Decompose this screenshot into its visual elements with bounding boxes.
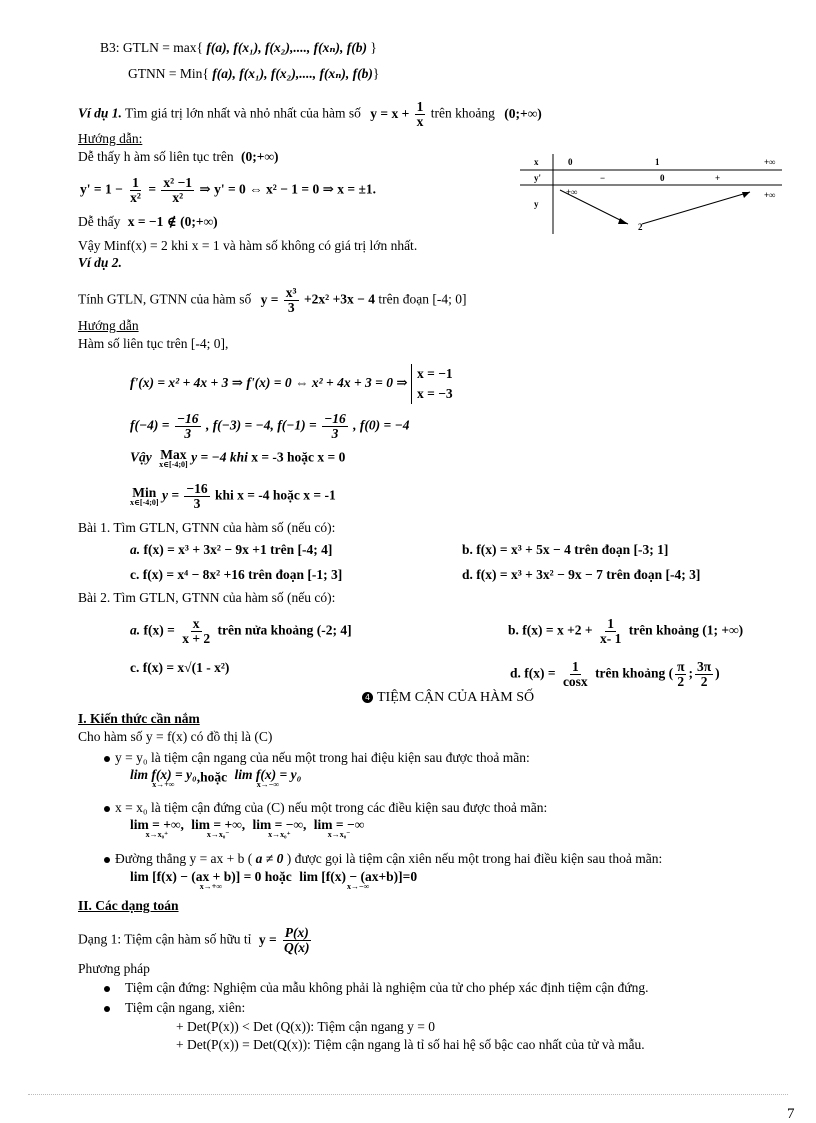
bai1-title: Bài 1. Tìm GTLN, GTNN của hàm số (nếu có): [78, 520, 336, 535]
vd2-derivative: f'(x) = x² + 4x + 3 ⇒ f'(x) = 0 ⇔ x² + 4x + 3 = 0 ⇒ x = −1 x = −3 [130, 364, 453, 404]
bullet-icon [104, 857, 110, 863]
part2-m2: Tiệm cận ngang, xiên: [104, 1000, 245, 1016]
vt-x-inf: +∞ [764, 157, 776, 167]
vd2-statement: Tính GTLN, GTNN của hàm số y = $\frac{\text{x³}}{3}$ +2x² +3x − 4 trên đoạn [-4; 0] [78, 285, 467, 315]
part2-dang1: Dạng 1: Tiệm cận hàm số hữu tỉ y = $\frac{P(x)}{Q(x)}$ [78, 925, 310, 955]
vt-sign-plus: + [715, 173, 721, 183]
variation-table [520, 154, 782, 234]
vt-y-left: +∞ [566, 187, 578, 197]
bai2-d: d. f(x) = $\frac{1}{\cos x}$ trên khoảng ( $\frac{\pi}{2}$ ; $\frac{3\pi}{2}$ ) [510, 659, 720, 689]
vd2-min: Min x∈[-4;0] y = $\frac{-16}{3}$ khi x = -4 hoặc x = -1 [130, 481, 336, 511]
vd1-statement: Ví dụ 1. Tìm giá trị lớn nhất và nhỏ nhất của hàm số y = x + $\frac{1}{x}$ trên khoảng (0;+∞) [78, 99, 542, 129]
part1-intro: Cho hàm số y = f(x) có đồ thị là (C) [78, 729, 273, 744]
vt-x-label: x [534, 157, 539, 167]
bai2-a: a. f(x) = $\frac{x}{x + 2}$ trên nửa khoảng (-2; 4] [130, 616, 352, 646]
bullet-icon [104, 756, 110, 762]
footer-divider [28, 1094, 788, 1095]
vd1-guide: Hướng dẫn: [78, 131, 143, 146]
bullet-icon [104, 806, 110, 812]
vd1-continuous: Dễ thấy h àm số liên tục trên (0;+∞) [78, 149, 279, 164]
vd2-continuous: Hàm số liên tục trên [-4; 0], [78, 336, 229, 351]
vd1-conclusion: Vậy Minf(x) = 2 khi x = 1 và hàm số không có giá trị lớn nhất. [78, 238, 418, 253]
bai2-title: Bài 2. Tìm GTLN, GTNN của hàm số (nếu có): [78, 590, 336, 605]
bai1-b: b. f(x) = x³ + 5x − 4 trên đoạn [-3; 1] [462, 542, 669, 557]
bai2-c: c. f(x) = x√(1 - x²) [130, 660, 230, 675]
vt-sign-zero: 0 [660, 173, 665, 183]
vt-y-label: y [534, 199, 539, 209]
bai1-d: d. f(x) = x³ + 3x² − 9x − 7 trên đoạn [-4; 3] [462, 567, 701, 582]
vd2-max: Vậy Max x∈[-4;0] y = −4 khi x = -3 hoặc x = 0 [130, 447, 346, 469]
bai1-a: a. f(x) = x³ + 3x² − 9x +1 trên [-4; 4] [130, 542, 333, 557]
b3-gtln: B3: GTLN = max{ f(a), f(x₁), f(x₂),...., f(xₙ), f(b) } [100, 40, 377, 55]
part2-m2a: + Det(P(x)) < Det (Q(x)): Tiệm cận ngang y = 0 [176, 1019, 436, 1034]
part1-horizontal: y = y₀ là tiệm cận ngang của nếu một trong hai điệu kiện sau được thoả mãn: [104, 750, 530, 766]
part1-oblique-limits: lim [f(x) − (ax + b)] = 0 hoặc x→+∞ lim [f(x) − (ax+b)]=0 x→−∞ [130, 869, 418, 891]
bullet-icon [104, 986, 110, 992]
part2-method: Phương pháp [78, 961, 150, 976]
vt-y-min: 2 [638, 222, 643, 232]
vt-yp-label: y' [534, 173, 542, 183]
part1-title: I. Kiến thức cần nắm [78, 711, 200, 726]
part1-vertical: x = x₀ là tiệm cận đứng của (C) nếu một trong các điều kiện sau được thoả mãn: [104, 800, 547, 816]
vd2-values: f(−4) = $\frac{-16}{3}$ , f(−3) = −4, f(−1) = $\frac{-16}{3}$ , f(0) = −4 [130, 411, 410, 441]
part2-m2b: + Det(P(x)) = Det(Q(x)): Tiệm cận ngang là tỉ số hai hệ số bậc cao nhất của tử và mẫu. [176, 1037, 645, 1052]
bullet-icon [104, 1006, 110, 1012]
bai2-b: b. f(x) = x +2 + $\frac{1}{x- 1}$ trên khoảng (1; +∞) [508, 616, 744, 646]
part1-oblique: Đường thẳng y = ax + b ( a ≠ 0 ) được gọi là tiệm cận xiên nếu một trong hai điều kiện sau thoả mãn: [104, 851, 662, 867]
part1-vertical-limits: lim = +∞, x→x₀⁺ lim = +∞, x→x₀⁻ lim = −∞, x→x₀⁺ lim = −∞ x→x₀⁻ [130, 817, 365, 839]
part1-horizontal-limits: lim f(x) = y₀ x→+∞ ,hoặc lim f(x) = y₀ x→−∞ [130, 767, 302, 789]
part2-title: II. Các dạng toán [78, 898, 179, 913]
vt-x-0: 0 [568, 157, 573, 167]
vt-y-right: +∞ [764, 190, 776, 200]
vd2-label: Ví dụ 2. [78, 255, 122, 270]
vd2-guide: Hướng dẫn [78, 318, 139, 333]
vd1-derivative: y' = 1 − $\frac{1}{\text{x²}}$ = $\frac{\text{x² −1}}{\text{x²}}$ ⇒ y' = 0 ⇔ x² − 1 = 0 ⇒ x = ±1. [80, 175, 377, 205]
vt-sign-minus: − [600, 173, 606, 183]
page-number: 7 [787, 1106, 795, 1122]
section-number-badge: 4 [362, 692, 373, 703]
b3-gtnn: GTNN = Min{ f(a), f(x₁), f(x₂),...., f(xₙ), f(b)} [128, 66, 380, 81]
vt-x-1: 1 [655, 157, 660, 167]
section4-heading: 4 TIỆM CẬN CỦA HÀM SỐ [362, 690, 534, 706]
variation-table-lines [520, 154, 782, 234]
bai1-c: c. f(x) = x⁴ − 8x² +16 trên đoạn [-1; 3] [130, 567, 343, 582]
part2-m1: Tiệm cận đứng: Nghiệm của mẫu không phải là nghiệm của tử cho phép xác định tiệm cận đứng. [104, 980, 648, 996]
vd1-see: Dễ thấy x = −1 ∉ (0;+∞) [78, 214, 218, 229]
